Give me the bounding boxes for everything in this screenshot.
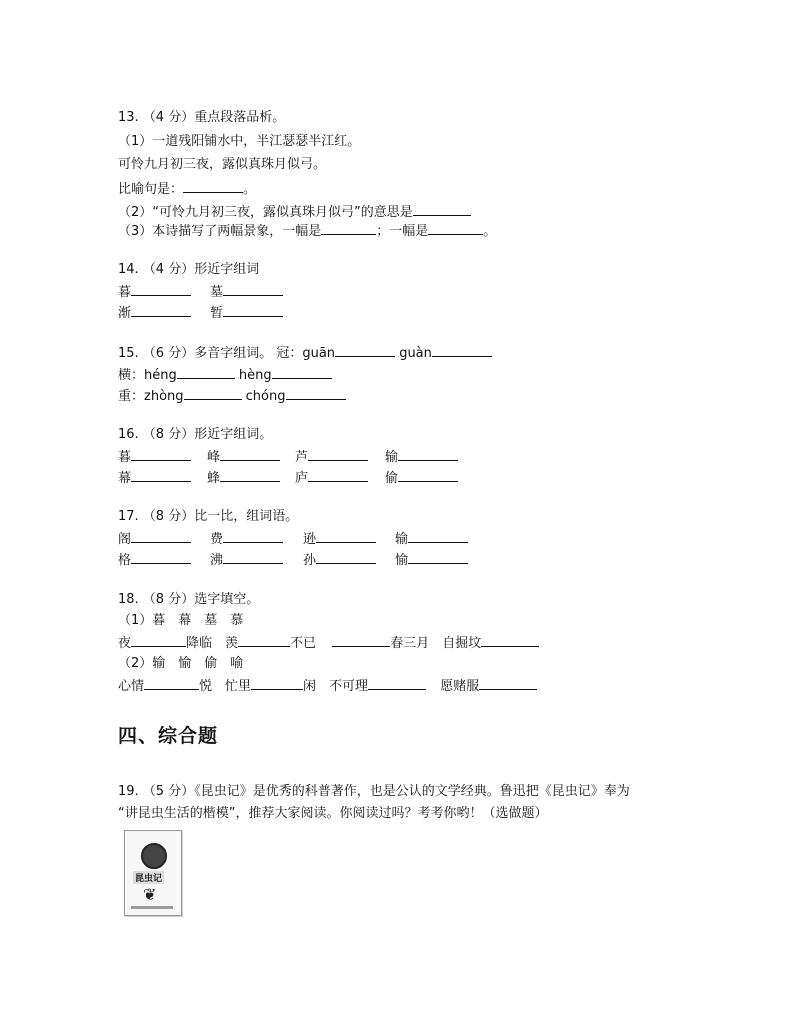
q15-blank[interactable] <box>432 344 492 357</box>
q14-char: 渐 <box>118 306 132 321</box>
q17-heading: 17. （8 分）比一比，组词语。 <box>118 509 299 524</box>
section-title: 四、综合题 <box>118 725 219 747</box>
q13-part3-text-b: ；一幅是 <box>376 224 429 239</box>
q17-char: 阁 <box>118 532 132 547</box>
q17-blank[interactable] <box>316 551 376 564</box>
q16-item <box>118 448 191 466</box>
q16-char: 峰 <box>207 450 221 465</box>
q17-item <box>303 530 376 548</box>
q16-blank[interactable] <box>398 448 458 461</box>
q15-zhong-label: 重：zhòng <box>118 389 184 404</box>
q13-heading: 13. （4 分）重点段落品析。 <box>118 110 286 125</box>
q17-item <box>395 551 468 569</box>
q16-blank[interactable] <box>308 469 368 482</box>
q18-blank[interactable] <box>144 677 199 690</box>
q17-item <box>210 530 283 548</box>
q18-row2 <box>118 677 537 695</box>
q16-item <box>385 469 458 487</box>
q15-blank[interactable] <box>184 387 242 400</box>
q17-char: 愉 <box>395 553 409 568</box>
q15-heng2: hèng <box>238 368 272 383</box>
q18-text: 春三月 自掘坟 <box>390 636 482 651</box>
q17-blank[interactable] <box>223 551 283 564</box>
q16-heading: 16. （8 分）形近字组词。 <box>118 427 273 442</box>
q15-zhong-row <box>118 387 346 405</box>
q18-blank[interactable] <box>368 677 426 690</box>
q18-text: 心情 <box>118 679 145 694</box>
q17-char: 输 <box>395 532 409 547</box>
q18-blank[interactable] <box>238 634 290 647</box>
q13-part2-text: （2）“可怜九月初三夜，露似真珠月似弓”的意思是 <box>118 205 413 220</box>
q16-blank[interactable] <box>131 448 191 461</box>
q16-char: 幕 <box>118 471 132 486</box>
q17-blank[interactable] <box>316 530 376 543</box>
q18-text: 夜 <box>118 636 132 651</box>
q14-char: 暮 <box>118 285 132 300</box>
cover-footer-bar <box>131 906 173 909</box>
q14-blank[interactable] <box>131 304 191 317</box>
q16-char: 偷 <box>385 471 399 486</box>
q18-text: 闲 不可理 <box>303 679 369 694</box>
q15-heng-label: 横：héng <box>118 368 177 383</box>
q17-item <box>118 551 191 569</box>
q16-char: 庐 <box>295 471 309 486</box>
q14-blank[interactable] <box>131 283 191 296</box>
q13-simile-blank[interactable] <box>183 180 243 193</box>
q16-char: 暮 <box>118 450 132 465</box>
q17-blank[interactable] <box>408 551 468 564</box>
q14-heading: 14. （4 分）形近字组词 <box>118 262 260 277</box>
q14-blank[interactable] <box>223 283 283 296</box>
q14-char: 暂 <box>210 306 224 321</box>
q19-line2: “讲昆虫生活的楷模”，推荐大家阅读。你阅读过吗？考考你哟！（选做题） <box>118 806 548 821</box>
q17-char: 沸 <box>210 553 224 568</box>
q16-item <box>207 469 280 487</box>
q18-text: 不已 <box>290 636 317 651</box>
q16-blank[interactable] <box>398 469 458 482</box>
q16-blank[interactable] <box>220 469 280 482</box>
q13-part3-blank1[interactable] <box>321 222 376 235</box>
q14-char: 墓 <box>210 285 224 300</box>
q15-chong: chóng <box>245 389 286 404</box>
q16-item <box>118 469 191 487</box>
q13-simile-row <box>118 180 256 198</box>
q13-part3-blank2[interactable] <box>428 222 483 235</box>
butterfly-icon: ❦ <box>143 885 157 904</box>
q14-item <box>118 283 191 301</box>
q17-char: 格 <box>118 553 132 568</box>
q18-blank[interactable] <box>332 634 390 647</box>
q18-blank[interactable] <box>251 677 303 690</box>
q15-blank[interactable] <box>286 387 346 400</box>
q13-simile-end: 。 <box>243 182 257 197</box>
q15-blank[interactable] <box>272 366 332 379</box>
q18-heading: 18. （8 分）选字填空。 <box>118 592 260 607</box>
q13-part2 <box>118 203 471 221</box>
q16-item <box>295 448 368 466</box>
q17-item <box>303 551 376 569</box>
q18-blank[interactable] <box>131 634 186 647</box>
q14-item <box>210 283 283 301</box>
q16-char: 蜂 <box>207 471 221 486</box>
q17-char: 逊 <box>303 532 317 547</box>
q15-blank[interactable] <box>177 366 235 379</box>
q17-item <box>395 530 468 548</box>
q17-blank[interactable] <box>131 551 191 564</box>
q16-blank[interactable] <box>220 448 280 461</box>
q13-poem-line1: （1）一道残阳铺水中，半江瑟瑟半江红。 <box>118 134 361 149</box>
q17-char: 孙 <box>303 553 317 568</box>
q18-text: 降临 羡 <box>186 636 239 651</box>
q16-char: 输 <box>385 450 399 465</box>
book-cover-title: 昆虫记 <box>133 871 164 884</box>
q13-poem-line2: 可怜九月初三夜，露似真珠月似弓。 <box>118 157 327 172</box>
q17-char: 费 <box>210 532 224 547</box>
q16-blank[interactable] <box>308 448 368 461</box>
q13-simile-label: 比喻句是： <box>118 182 184 197</box>
q16-char: 芦 <box>295 450 309 465</box>
q17-blank[interactable] <box>408 530 468 543</box>
q15-heading-row <box>118 344 492 362</box>
q18-row1 <box>118 634 539 652</box>
q17-item <box>118 530 191 548</box>
author-portrait <box>141 843 167 869</box>
q19-line1: 19. （5 分）《昆虫记》是优秀的科普著作，也是公认的文学经典。鲁迅把《昆虫记》奉为 <box>118 784 630 799</box>
q18-options1: （1）暮 幕 墓 慕 <box>118 613 244 628</box>
q14-blank[interactable] <box>223 304 283 317</box>
q14-item <box>118 304 191 322</box>
q14-item <box>210 304 283 322</box>
q18-blank[interactable] <box>479 677 537 690</box>
q16-item <box>295 469 368 487</box>
q15-heng-row <box>118 366 332 384</box>
book-cover-image <box>124 830 182 916</box>
q13-part3 <box>118 222 496 240</box>
q16-item <box>385 448 458 466</box>
q13-part2-blank[interactable] <box>413 203 471 216</box>
q16-blank[interactable] <box>131 469 191 482</box>
q16-item <box>207 448 280 466</box>
q17-blank[interactable] <box>131 530 191 543</box>
q13-part3-text-c: 。 <box>483 224 497 239</box>
q15-blank[interactable] <box>335 344 395 357</box>
q18-options2: （2）输 愉 偷 喻 <box>118 656 244 671</box>
q18-blank[interactable] <box>481 634 539 647</box>
q15-guan2: guàn <box>399 346 432 361</box>
q18-text: 愿赌服 <box>440 679 480 694</box>
q13-part3-text-a: （3）本诗描写了两幅景象，一幅是 <box>118 224 322 239</box>
q17-item <box>210 551 283 569</box>
q17-blank[interactable] <box>223 530 283 543</box>
q18-text: 悦 忙里 <box>199 679 252 694</box>
q15-heading: 15. （6 分）多音字组词。 冠：guān <box>118 346 336 361</box>
